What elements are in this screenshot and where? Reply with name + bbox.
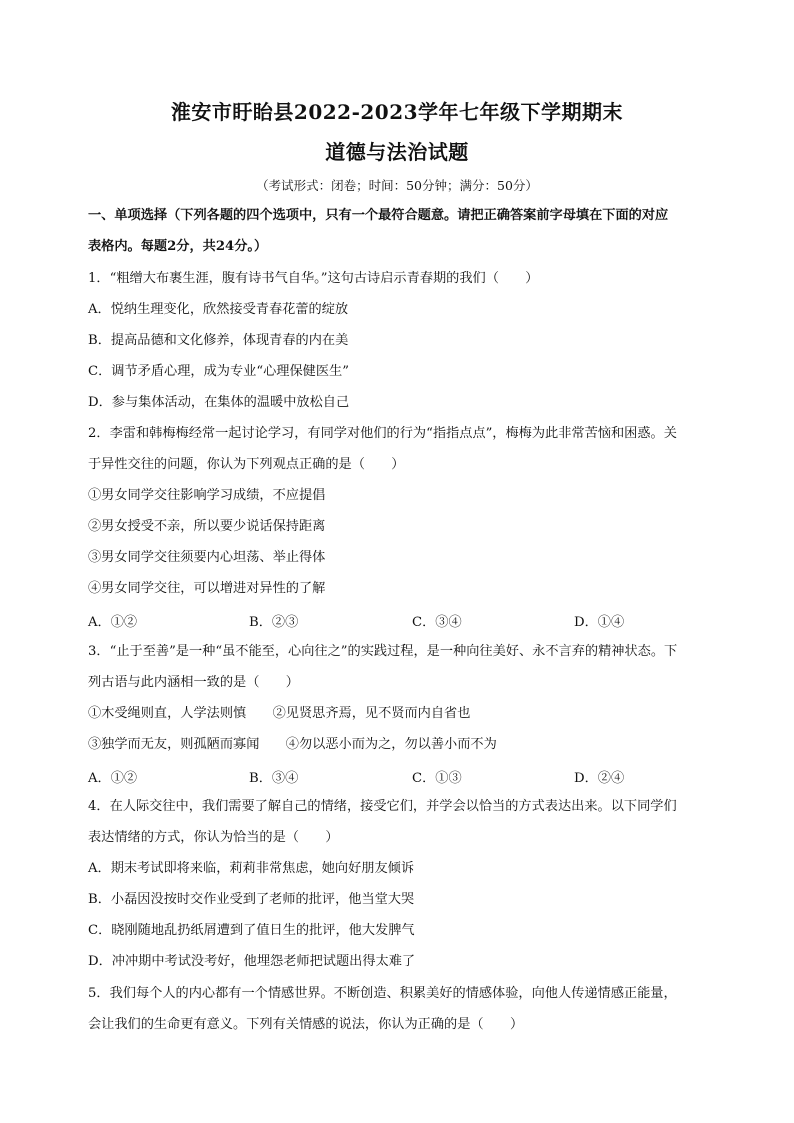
q2-option-c: C．③④ [412, 615, 462, 630]
q2-statement-2: ②男女授受不亲，所以要少说话保持距离 [88, 519, 326, 534]
q3-option-d: D．②④ [574, 771, 625, 786]
q4-option-a: A．期末考试即将来临，莉莉非常焦虑，她向好朋友倾诉 [88, 861, 415, 876]
q2-statement-4: ④男女同学交往，可以增进对异性的了解 [88, 581, 326, 596]
q2-statement-1: ①男女同学交往影响学习成绩，不应提倡 [88, 488, 326, 503]
q3-option-a: A．①② [88, 771, 138, 786]
q2-stem-line2: 于异性交往的问题，你认为下列观点正确的是（ ） [88, 457, 405, 472]
section-heading-line2: 表格内。每题2分，共24分。） [88, 239, 268, 254]
exam-note: （考试形式：闭卷；时间：50分钟；满分：50分） [256, 178, 538, 193]
q1-option-c: C．调节矛盾心理，成为专业“心理保健医生” [88, 364, 349, 379]
q1-option-b: B．提高品德和文化修养，体现青春的内在美 [88, 333, 349, 348]
q4-option-c: C．晓刚随地乱扔纸屑遭到了值日生的批评，他大发脾气 [88, 923, 415, 938]
q4-stem-line1: 4．在人际交往中，我们需要了解自己的情绪，接受它们，并学会以恰当的方式表达出来。以下同学们 [88, 799, 677, 814]
exam-title-line1: 淮安市盱眙县2022-2023学年七年级下学期期末 [170, 100, 624, 124]
exam-title-line2: 道德与法治试题 [325, 140, 469, 164]
q2-statement-3: ③男女同学交往须要内心坦荡、举止得体 [88, 550, 326, 565]
q3-statements-3-4: ③独学而无友，则孤陋而寡闻 ④勿以恶小而为之，勿以善小而不为 [88, 737, 497, 752]
q2-options-row [88, 611, 728, 629]
q1-option-d: D．参与集体活动，在集体的温暖中放松自己 [88, 395, 350, 410]
q3-options-row [88, 767, 728, 785]
q4-stem-line2: 表达情绪的方式，你认为恰当的是（ ） [88, 830, 339, 845]
q2-option-d: D．①④ [574, 615, 625, 630]
q4-option-d: D．冲冲期中考试没考好，他埋怨老师把试题出得太难了 [88, 954, 416, 969]
q3-option-c: C．①③ [412, 771, 462, 786]
q1-stem: 1．“粗缯大布裹生涯，腹有诗书气自华。”这句古诗启示青春期的我们（ ） [88, 271, 539, 286]
q3-statements-1-2: ①木受绳则直，人学法则慎 ②见贤思齐焉，见不贤而内自省也 [88, 706, 471, 721]
q2-stem-line1: 2．李雷和韩梅梅经常一起讨论学习，有同学对他们的行为“指指点点”，梅梅为此非常苦恼和困惑。关 [88, 426, 677, 441]
section-heading-line1: 一、单项选择（下列各题的四个选项中，只有一个最符合题意。请把正确答案前字母填在下面的对应 [88, 208, 669, 223]
q5-stem-line1: 5．我们每个人的内心都有一个情感世界。不断创造、积累美好的情感体验，向他人传递情感正能量， [88, 986, 677, 1001]
q3-stem-line1: 3．“止于至善”是一种“虽不能至，心向往之”的实践过程，是一种向往美好、永不言弃的精神状态。下 [88, 644, 678, 659]
q1-option-a: A．悦纳生理变化，欣然接受青春花蕾的绽放 [88, 302, 349, 317]
q2-option-b: B．②③ [249, 615, 299, 630]
q3-option-b: B．③④ [249, 771, 299, 786]
q3-stem-line2: 列古语与此内涵相一致的是（ ） [88, 675, 299, 690]
q5-stem-line2: 会让我们的生命更有意义。下列有关情感的说法，你认为正确的是（ ） [88, 1017, 524, 1032]
q2-option-a: A．①② [88, 615, 138, 630]
q4-option-b: B．小磊因没按时交作业受到了老师的批评，他当堂大哭 [88, 892, 415, 907]
